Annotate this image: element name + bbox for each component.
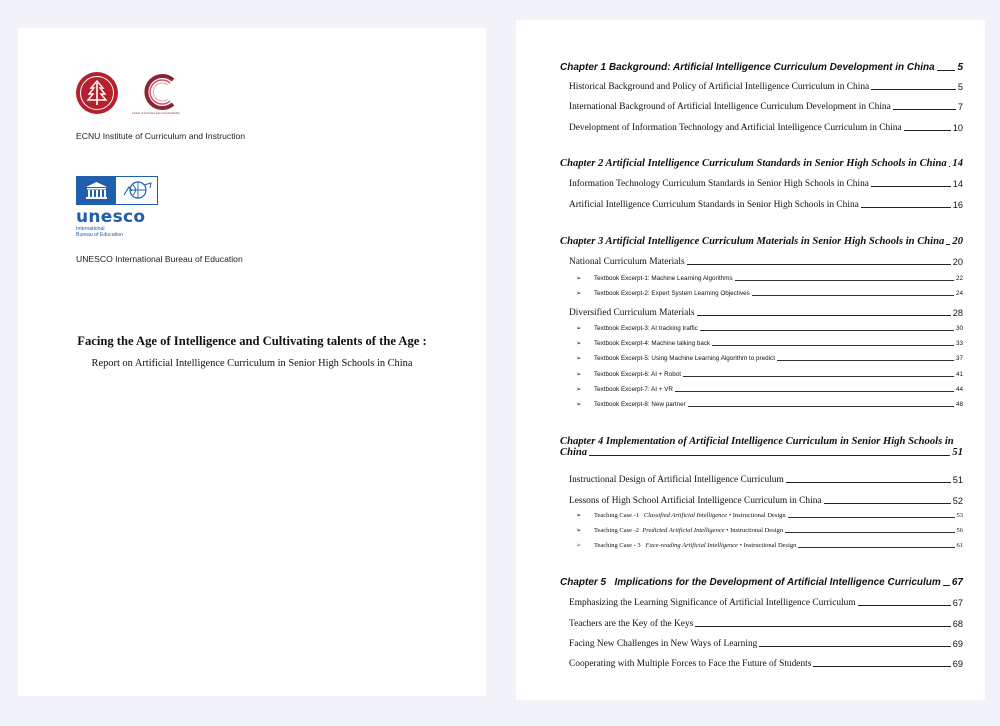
section-title: Cooperating with Multiple Forces to Face the Future of Students	[569, 659, 812, 669]
toc-item[interactable]	[576, 325, 963, 332]
toc-section[interactable]	[569, 475, 963, 485]
toc-section[interactable]	[569, 308, 963, 318]
temple-icon	[77, 177, 116, 204]
toc-section[interactable]	[569, 123, 963, 133]
arrow-bullet-icon: ➢	[576, 542, 582, 549]
case-suffix: • Instructional Design	[739, 542, 797, 549]
ic-logo	[132, 72, 182, 118]
arrow-bullet-icon: ➢	[576, 512, 582, 519]
case-label: Teaching Case -1	[594, 512, 640, 519]
item-title: Textbook Excerpt-7: AI + VR	[594, 386, 673, 393]
page-number: 5	[957, 62, 963, 73]
page-number: 69	[952, 659, 963, 669]
arrow-bullet-icon: ➢	[576, 355, 582, 362]
page-number: 28	[952, 308, 963, 318]
chapter-title: Chapter 3 Artificial Intelligence Curriculum Materials in Senior High Schools in China	[560, 236, 945, 247]
chapter-title: Chapter 5 Implications for the Development of Artificial Intelligence Curriculum	[560, 577, 941, 588]
chapter-title: Chapter 2 Artificial Intelligence Curriculum Standards in Senior High Schools in China	[560, 158, 947, 169]
report-title: Facing the Age of Intelligence and Cultivating talents of the Age :	[77, 334, 427, 348]
page-number: 44	[955, 386, 963, 393]
unesco-sub-line1: International	[76, 226, 105, 232]
page-number: 56	[956, 527, 963, 534]
chapter-title: Chapter 1 Background: Artificial Intelligence Curriculum Development in China	[560, 62, 935, 73]
toc-section[interactable]	[569, 639, 963, 649]
toc-section[interactable]	[569, 598, 963, 608]
toc-section[interactable]	[569, 82, 963, 92]
unesco-wordmark: unesco	[76, 207, 146, 227]
ic-logo-caption: Institute of Curriculum and Instruction(ECNU)	[132, 112, 180, 115]
chapter-title-line2: China	[560, 447, 588, 458]
section-title: Teachers are the Key of the Keys	[569, 619, 694, 629]
page-number: 20	[952, 236, 963, 247]
toc-section[interactable]	[569, 257, 963, 267]
section-title: Information Technology Curriculum Standards in Senior High Schools in China	[569, 179, 869, 189]
page-number: 10	[952, 123, 963, 133]
toc-item[interactable]	[576, 290, 963, 297]
item-title: Textbook Excerpt-3: AI tracking traffic	[594, 325, 698, 332]
section-title: Development of Information Technology and Artificial Intelligence Curriculum in China	[569, 123, 902, 133]
item-title: Textbook Excerpt-2: Expert System Learning Objectives	[594, 290, 750, 297]
item-title: Textbook Excerpt-4: Machine talking back	[594, 340, 711, 347]
cover-page	[18, 28, 486, 696]
section-title: Lessons of High School Artificial Intelligence Curriculum in China	[569, 496, 822, 506]
toc-section[interactable]	[569, 619, 963, 629]
arrow-bullet-icon: ➢	[576, 371, 582, 378]
toc-item[interactable]	[576, 340, 963, 347]
page-number: 52	[952, 496, 963, 506]
toc-item[interactable]	[576, 401, 963, 408]
case-label: Teaching Case -2	[594, 527, 640, 534]
page-number: 48	[955, 401, 963, 408]
toc-item[interactable]	[576, 355, 963, 362]
item-title: Textbook Excerpt-1: Machine Learning Algorithms	[594, 275, 733, 282]
page-number: 68	[952, 619, 963, 629]
globe-icon	[116, 177, 157, 204]
page-number: 69	[952, 639, 963, 649]
arrow-bullet-icon: ➢	[576, 386, 582, 393]
chapter-title-line1: Chapter 4 Implementation of Artificial Intelligence Curriculum in Senior High Schools in	[560, 436, 954, 447]
tree-icon	[85, 79, 109, 107]
toc-teaching-case[interactable]	[576, 512, 963, 519]
page-number: 61	[956, 542, 963, 549]
page-number: 20	[952, 257, 963, 267]
page-number: 41	[955, 371, 963, 378]
page-number: 67	[952, 598, 963, 608]
arrow-bullet-icon: ➢	[576, 275, 582, 282]
report-subtitle: Report on Artificial Intelligence Curriculum in Senior High Schools in China	[91, 358, 413, 369]
case-topic: Classified Artificial Intelligence	[643, 512, 728, 519]
unesco-sub-line2: Bureau of Education	[76, 232, 124, 238]
section-title: Facing New Challenges in New Ways of Learning	[569, 639, 758, 649]
unesco-ibe-logo	[76, 176, 158, 238]
case-topic: Predicted Artificial Intelligence	[642, 527, 725, 534]
section-title: Emphasizing the Learning Significance of Artificial Intelligence Curriculum	[569, 598, 856, 608]
page-number: 22	[955, 275, 963, 282]
toc-chapter-3[interactable]	[560, 236, 963, 247]
arrow-bullet-icon: ➢	[576, 401, 582, 408]
section-title: International Background of Artificial Intelligence Curriculum Development in China	[569, 102, 891, 112]
section-title: Artificial Intelligence Curriculum Standards in Senior High Schools in China	[569, 200, 859, 210]
section-title: National Curriculum Materials	[569, 257, 685, 267]
ecnu-seal-logo	[76, 72, 118, 114]
section-title: Historical Background and Policy of Artificial Intelligence Curriculum in China	[569, 82, 870, 92]
page-number: 67	[951, 577, 963, 588]
page-number: 14	[952, 179, 963, 189]
page-number: 51	[952, 475, 963, 485]
arrow-bullet-icon: ➢	[576, 340, 582, 347]
case-suffix: • Instructional Design	[728, 512, 786, 519]
page-number: 53	[956, 512, 963, 519]
item-title: Textbook Excerpt-5: Using Machine Learning Algorithm to predict	[594, 355, 775, 362]
page-number: 51	[952, 447, 963, 458]
page-number: 7	[957, 102, 963, 112]
case-label: Teaching Case - 3	[594, 542, 641, 549]
page-number: 16	[952, 200, 963, 210]
toc-section[interactable]	[569, 200, 963, 210]
page-number: 30	[955, 325, 963, 332]
page-number: 14	[952, 158, 963, 169]
c-ring-icon	[140, 72, 182, 112]
org-ecnu: ECNU Institute of Curriculum and Instruction	[76, 131, 246, 141]
toc-chapter-2[interactable]	[560, 158, 963, 169]
toc-chapter-4[interactable]	[560, 436, 963, 458]
arrow-bullet-icon: ➢	[576, 527, 582, 534]
toc-section[interactable]	[569, 102, 963, 112]
toc-teaching-case[interactable]	[576, 542, 963, 549]
page-number: 37	[955, 355, 963, 362]
page-number: 33	[955, 340, 963, 347]
case-suffix: • Instructional Design	[726, 527, 784, 534]
toc-page	[516, 20, 985, 700]
toc-section[interactable]	[569, 179, 963, 189]
logo-row	[76, 72, 182, 118]
item-title: Textbook Excerpt-8: New partner	[594, 401, 686, 408]
toc-item[interactable]	[576, 275, 963, 282]
toc-section[interactable]	[569, 659, 963, 669]
toc-chapter-1[interactable]	[560, 62, 963, 73]
case-topic: Face-reading Artificial Intelligence	[645, 542, 738, 549]
page-number: 5	[957, 82, 963, 92]
page-number: 24	[955, 290, 963, 297]
toc-item[interactable]	[576, 371, 963, 378]
toc-section[interactable]	[569, 496, 963, 506]
arrow-bullet-icon: ➢	[576, 325, 582, 332]
section-title: Instructional Design of Artificial Intelligence Curriculum	[569, 475, 784, 485]
org-unesco: UNESCO International Bureau of Education	[76, 254, 243, 264]
toc-chapter-5[interactable]	[560, 577, 963, 588]
section-title: Diversified Curriculum Materials	[569, 308, 695, 318]
toc-item[interactable]	[576, 386, 963, 393]
arrow-bullet-icon: ➢	[576, 290, 582, 297]
toc-teaching-case[interactable]	[576, 527, 963, 534]
item-title: Textbook Excerpt-6: AI + Robot	[594, 371, 681, 378]
